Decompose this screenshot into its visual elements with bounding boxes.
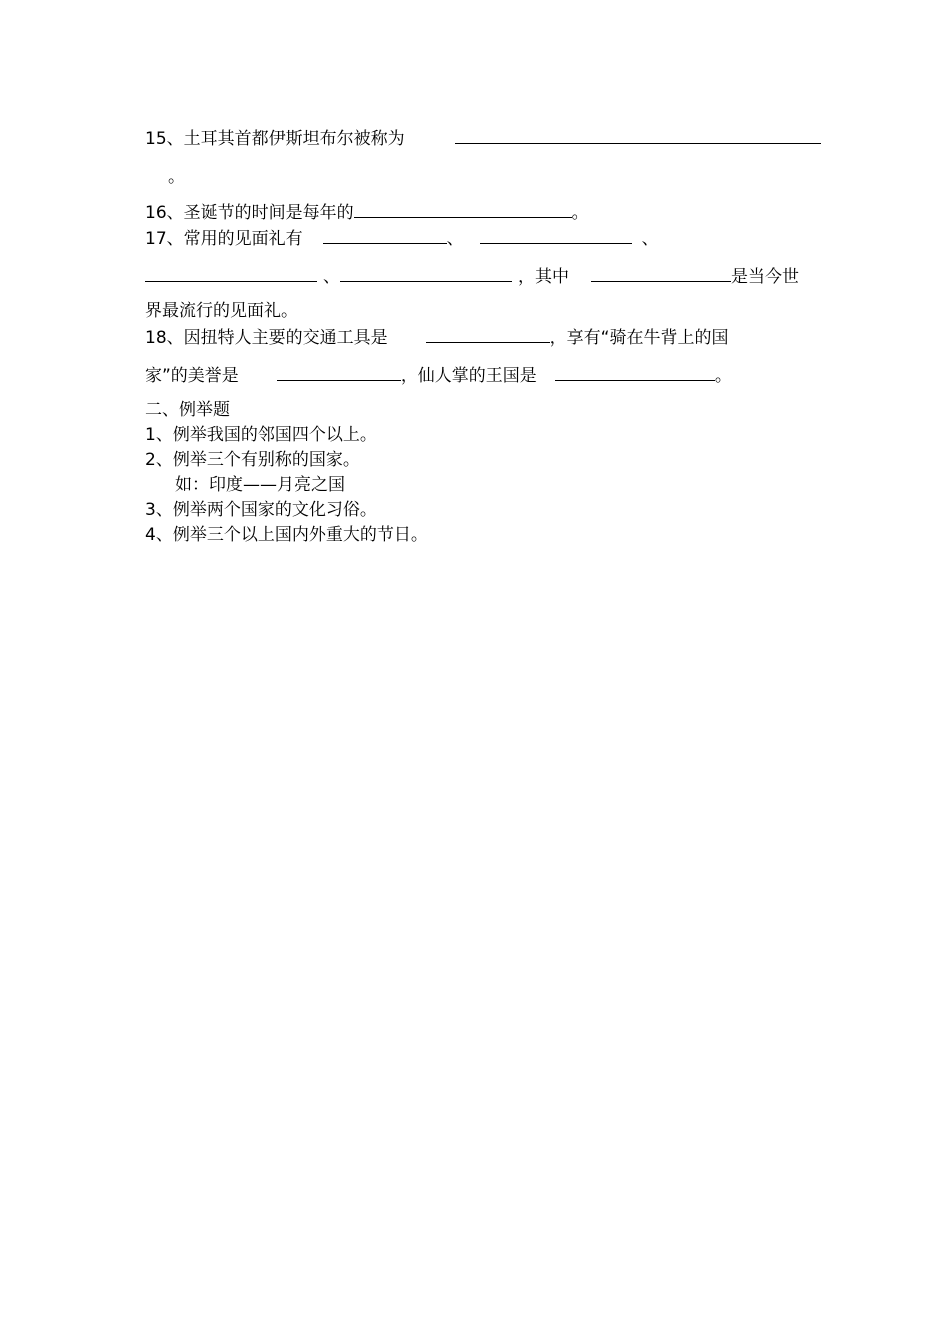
item-number: 2 (145, 450, 156, 470)
answer-blank[interactable] (591, 265, 731, 282)
question-text: 、常用的见面礼有 (166, 229, 303, 249)
question-text: ，享有“骑在牛背上的国 (549, 328, 729, 348)
question-number: 17 (145, 229, 167, 249)
question-18-line2 (145, 364, 732, 386)
question-text: 、圣诞节的时间是每年的 (166, 203, 354, 223)
question-15 (145, 127, 821, 149)
item-text: 、例举我国的邻国四个以上。 (155, 425, 377, 445)
list-item-example (175, 475, 345, 495)
list-item (145, 525, 428, 545)
answer-blank[interactable] (145, 265, 317, 282)
question-number: 18 (145, 328, 167, 348)
list-item (145, 425, 377, 445)
question-text: 、土耳其首都伊斯坦布尔被称为 (166, 129, 405, 149)
question-16 (145, 201, 589, 223)
question-17-line2 (145, 265, 799, 287)
list-item (145, 450, 360, 470)
separator: 、 (446, 229, 464, 249)
list-item (145, 500, 377, 520)
answer-blank[interactable] (277, 364, 401, 381)
question-18 (145, 326, 728, 348)
item-text: 、例举两个国家的文化习俗。 (155, 500, 377, 520)
question-17-line3 (145, 301, 298, 321)
question-15-end (168, 167, 185, 187)
item-text: 如：印度——月亮之国 (175, 475, 345, 495)
period: 。 (714, 366, 732, 386)
period: 。 (168, 167, 185, 187)
period: 。 (571, 203, 589, 223)
question-number: 15 (145, 129, 167, 149)
answer-blank[interactable] (480, 227, 632, 244)
question-text: ，仙人掌的王国是 (400, 366, 537, 386)
item-text: 、例举三个有别称的国家。 (155, 450, 360, 470)
question-17 (145, 227, 659, 249)
answer-blank[interactable] (323, 227, 447, 244)
item-text: 、例举三个以上国内外重大的节日。 (155, 525, 428, 545)
question-text: 是当今世 (731, 267, 799, 287)
question-text: 、因扭特人主要的交通工具是 (166, 328, 388, 348)
item-number: 4 (145, 525, 156, 545)
separator: 、 (323, 267, 340, 287)
question-text: 界最流行的见面礼。 (145, 301, 298, 321)
item-number: 3 (145, 500, 156, 520)
section-title: 二、例举题 (145, 400, 230, 420)
question-text: 家”的美誉是 (145, 366, 239, 386)
separator: 、 (641, 229, 659, 249)
question-number: 16 (145, 203, 167, 223)
item-number: 1 (145, 425, 156, 445)
question-text: ，其中 (518, 267, 569, 287)
answer-blank[interactable] (555, 364, 715, 381)
answer-blank[interactable] (354, 201, 572, 218)
section-heading (145, 400, 230, 420)
answer-blank[interactable] (426, 326, 550, 343)
answer-blank[interactable] (455, 127, 821, 144)
answer-blank[interactable] (340, 265, 512, 282)
